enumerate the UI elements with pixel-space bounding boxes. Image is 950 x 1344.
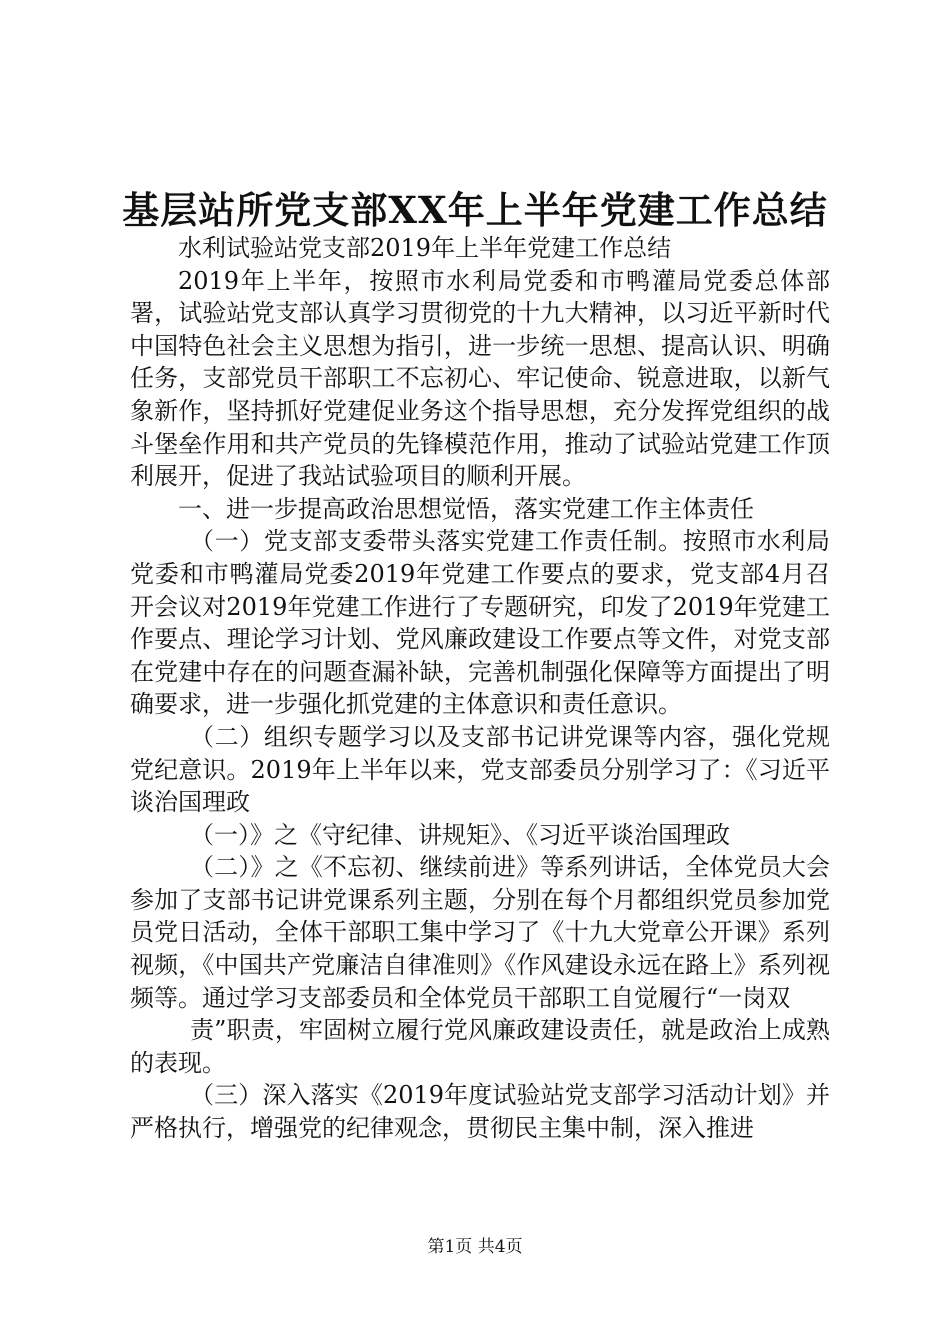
item-one-paragraph: （一）党支部支委带头落实党建工作责任制。按照市水利局党委和市鸭灌局党委2019年党建工作要点的要求，党支部4月召开会议对2019年党建工作进行了专题研究，印发了2019年党建工作要点、理论学习计划、党风廉政建设工作要点等文件，对党支部在党建中存在的问题查漏补缺，完善机制强化保障等方面提出了明确要求，进一步强化抓党建的主体意识和责任意识。 xyxy=(130,527,830,719)
item-two-continuation: 责”职责，牢固树立履行党风廉政建设责任，就是政治上成熟的表现。 xyxy=(130,1016,830,1077)
document-body xyxy=(130,232,830,1145)
subtitle-paragraph: 水利试验站党支部2019年上半年党建工作总结 xyxy=(178,234,672,262)
document-title: 基层站所党支部XX年上半年党建工作总结 xyxy=(122,188,828,232)
item-two-paragraph: （二）组织专题学习以及支部书记讲党课等内容，强化党规党纪意识。2019年上半年以来，党支部委员分别学习了：《习近平谈治国理政 xyxy=(130,722,830,817)
item-two-sub-two: （二）》之《不忘初、继续前进》等系列讲话，全体党员大会参加了支部书记讲党课系列主题，分别在每个月都组织党员参加党员党日活动，全体干部职工集中学习了《十九大党章公开课》系列视频，《中国共产党廉洁自律准则》《作风建设永远在路上》系列视频等。通过学习支部委员和全体党员干部职工自觉履行“一岗双 xyxy=(130,853,830,1012)
item-two-sub-one: （一）》之《守纪律、讲规矩》、《习近平谈治国理政 xyxy=(190,820,730,849)
page-footer: 第1页 共4页 xyxy=(427,1237,523,1257)
section-heading: 一、进一步提高政治思想觉悟，落实党建工作主体责任 xyxy=(178,494,754,523)
intro-paragraph: 2019年上半年，按照市水利局党委和市鸭灌局党委总体部署，试验站党支部认真学习贯彻党的十九大精神，以习近平新时代中国特色社会主义思想为指引，进一步统一思想、提高认识、明确任务，支部党员干部职工不忘初心、牢记使命、锐意进取，以新气象新作，坚持抓好党建促业务这个指导思想，充分发挥党组织的战斗堡垒作用和共产党员的先锋模范作用，推动了试验站党建工作顶利展开，促进了我站试验项目的顺利开展。 xyxy=(130,266,830,491)
item-three-paragraph: （三）深入落实《2019年度试验站党支部学习活动计划》并严格执行，增强党的纪律观念，贯彻民主集中制，深入推进 xyxy=(130,1081,830,1143)
